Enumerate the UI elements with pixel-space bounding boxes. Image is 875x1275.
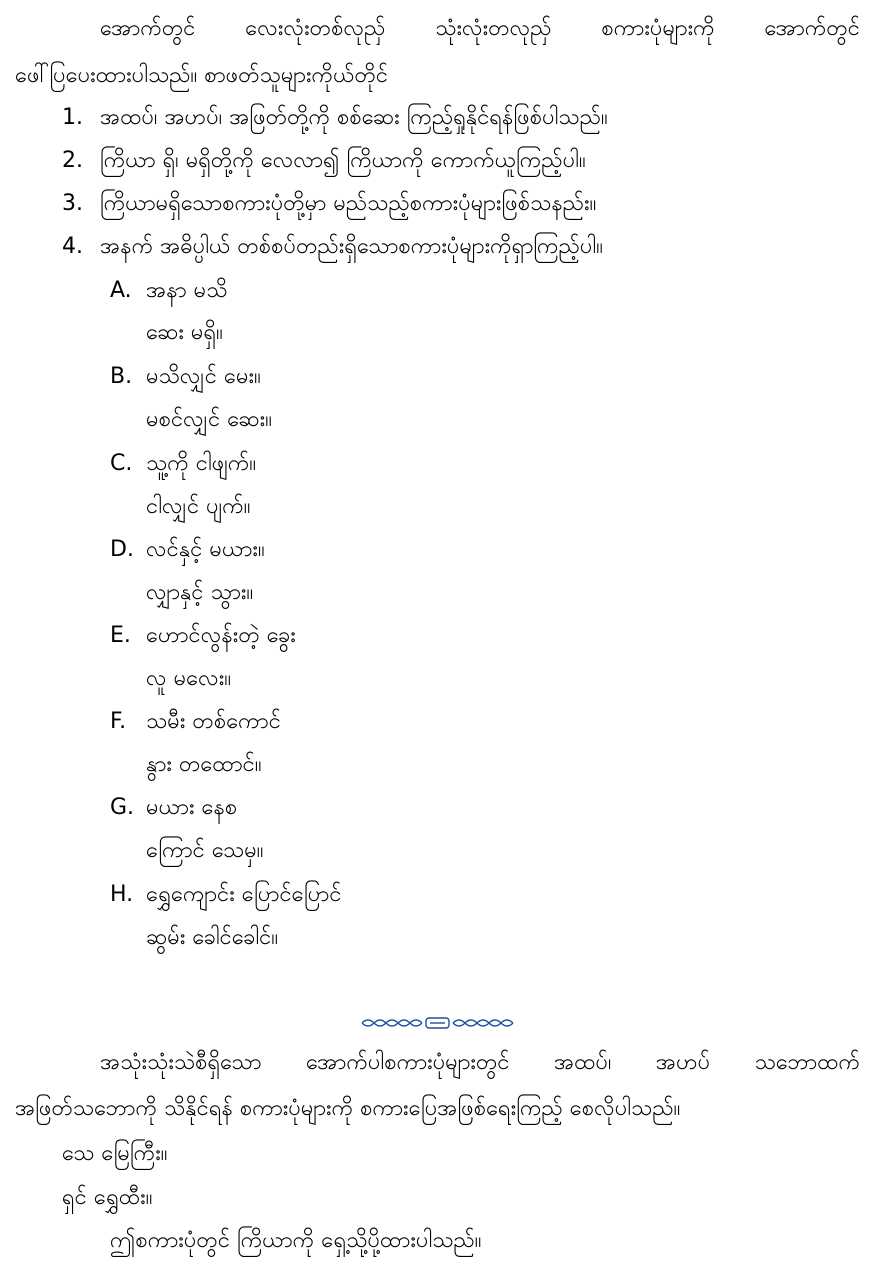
- proverb-letter: E.: [110, 623, 131, 648]
- proverb-line-1: မသိလျှင် မေး။: [146, 364, 261, 389]
- proverb-letter: B.: [110, 364, 133, 389]
- list-text: အထပ်၊ အဟပ်၊ အဖြတ်တို့ကို စစ်ဆေး ကြည့်ရှုနိုင်ရန်ဖြစ်ပါသည်။: [100, 105, 608, 130]
- proverb-line-2: ဆွမ်း ခေါင်ခေါင်။: [146, 925, 279, 950]
- proverb-line-1: မယား နေစ: [146, 795, 238, 820]
- proverb-letter: D.: [110, 537, 134, 562]
- proverb-line-1: လင်နှင့် မယား။: [146, 537, 265, 562]
- proverb-line-2: မစင်လျှင် ဆေး။: [146, 407, 272, 432]
- proverb-line-1: သူ့ကို ငါဖျက်။: [146, 451, 257, 476]
- list-number: 1.: [62, 105, 83, 130]
- proverb-line-2: လျှာနှင့် သွား။: [146, 580, 254, 605]
- list-number: 4.: [62, 234, 83, 259]
- proverb-letter: F.: [110, 709, 127, 734]
- list-number: 2.: [62, 148, 83, 173]
- section2-note: ဤစကားပုံတွင် ကြိယာကို ရှေ့သို့ပို့ထားပါသည်။: [110, 1228, 482, 1253]
- example-proverb-line-2: ရှင် ရွှေထီး။: [62, 1185, 153, 1210]
- list-text: ကြိယာမရှိသောစကားပုံတို့မှာ မည်သည့်စကားပုံများဖြစ်သနည်း။: [100, 191, 597, 216]
- proverb-line-2: ငါလျှင် ပျက်။: [146, 494, 251, 519]
- section2-line-2: အဖြတ်သဘောကို သိနိုင်ရန် စကားပုံများကို စကားပြေအဖြစ်ရေးကြည့် စေလိုပါသည်။: [15, 1096, 681, 1121]
- proverb-line-1: ဟောင်လွန်းတဲ့ ခွေး: [146, 623, 296, 648]
- list-text: အနက် အဓိပ္ပါယ် တစ်စပ်တည်းရှိသောစကားပုံများကိုရှာကြည့်ပါ။: [100, 234, 603, 259]
- proverb-letter: A.: [110, 278, 132, 303]
- ornamental-divider-icon: [360, 1016, 515, 1030]
- section2-line-1: အသုံးသုံးသဲစီရှိသော အောက်ပါစကားပုံများတွင် အထပ်၊ အဟပ် သဘောထက်: [100, 1050, 860, 1075]
- proverb-line-2: နွား တထောင်။: [146, 752, 262, 777]
- proverb-line-1: သမီး တစ်ကောင်: [146, 709, 281, 734]
- list-number: 3.: [62, 191, 83, 216]
- proverb-line-2: ဆေး မရှိ။: [146, 320, 223, 345]
- example-proverb-line-1: သေ မြေကြီး။: [62, 1141, 168, 1166]
- proverb-line-1: အနာ မသိ: [146, 278, 228, 303]
- list-text: ကြိယာ ရှိ၊ မရှိတို့ကို လေလာ၍ ကြိယာကို ကောက်ယူကြည့်ပါ။: [100, 148, 586, 173]
- proverb-line-1: ရွှေကျောင်း ပြောင်ပြောင်: [146, 882, 342, 907]
- proverb-letter: G.: [110, 795, 135, 820]
- proverb-line-2: လူ မလေး။: [146, 666, 232, 691]
- intro-line-1: အောက်တွင် လေးလုံးတစ်လုညှ် သုံးလုံးတလုညှ် စကားပုံများကို အောက်တွင်: [100, 16, 860, 41]
- intro-line-2: ဖေါ်ပြပေးထားပါသည်။ စာဖတ်သူများကိုယ်တိုင်: [15, 63, 389, 88]
- proverb-letter: C.: [110, 451, 133, 476]
- proverb-line-2: ကြောင် သေမှ။: [146, 838, 264, 863]
- proverb-letter: H.: [110, 882, 134, 907]
